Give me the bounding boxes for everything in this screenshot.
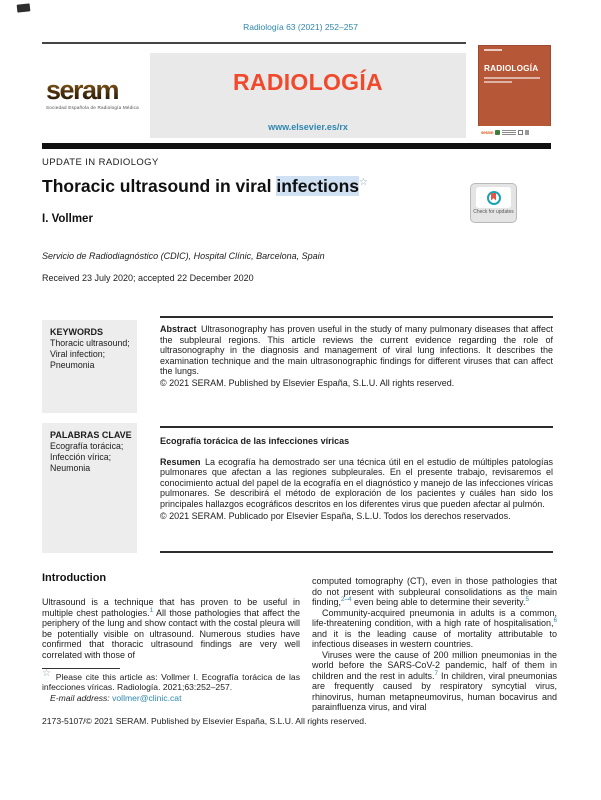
received-accepted-dates: Received 23 July 2020; accepted 22 December 2020	[42, 273, 254, 283]
text-segment: In children, viral pneumonias are frequently caused by respiratory syncytial virus, rhinovirus, human metapneumovirus, human bocavirus and parainfluenza virus, and viral	[312, 670, 558, 712]
text-segment: E-mail address:	[50, 692, 110, 703]
text-segment: infections	[276, 176, 360, 196]
body-paragraph	[42, 597, 300, 660]
keywords-box-en	[42, 320, 137, 413]
seram-logo	[46, 77, 139, 111]
text-segment: La ecografía ha demostrado ser una técnica útil en el estudio de múltiples patologías pulmonares que afectan a las regiones subpleurales. En el presente trabajo, revisaremos el conocimiento actual del papel de la ecografía en el diagnóstico y manejo de las infecciones víricas pulmonares. Se describirá el método de exploración de los pacientes y cuáles han sido los principales hallazgos ecográficos descritos en los diferentes virus que pueden afectar al pulmón.	[160, 456, 553, 509]
text-segment: Community-acquired pneumonia in adults is a common, life-threatening condition, with a high rate of hospitalisation,	[312, 607, 557, 628]
text-segment: Ultrasound is a technique that has proven to be useful in multiple chest pathologies.	[42, 597, 300, 618]
email-link[interactable]: vollmer@clinic.cat	[112, 692, 182, 703]
text-segment: All those pathologies that affect the periphery of the lung and show contact with the costal pleura will be potentially visible on ultrasound. Numerous studies have confirmed that thoracic ultrasound findings are very well correlated with those of	[42, 607, 301, 660]
abstract-top-rule	[160, 316, 553, 318]
text-segment: Thoracic ultrasound in viral	[42, 176, 277, 196]
text-segment: Please cite this article as: Vollmer I. Ecografía torácica de las infecciones víricas. Radiología. 2021;63:252–257.	[42, 672, 301, 693]
journal-banner	[150, 53, 466, 138]
reference-superscript[interactable]: 5	[525, 596, 529, 603]
reference-superscript[interactable]: 6	[553, 617, 557, 624]
article-section-label: UPDATE IN RADIOLOGY	[42, 157, 159, 168]
body-column-right	[312, 576, 557, 713]
reference-superscript[interactable]: 7	[434, 669, 439, 677]
author-name: I. Vollmer	[42, 213, 93, 225]
abstract-english	[160, 324, 553, 389]
keyword: Thoracic ultrasound;	[50, 338, 130, 348]
journal-title: RADIOLOGÍA	[233, 69, 383, 95]
cover-top-line	[484, 49, 502, 51]
spanish-title: Ecografía torácica de las infecciones víricas	[160, 436, 350, 446]
footnote-citation	[42, 668, 301, 693]
text-segment: Resumen	[160, 456, 201, 467]
abstract-text	[160, 324, 553, 377]
footnote-star-mark[interactable]: ☆	[359, 177, 368, 189]
abstract-spanish	[160, 436, 553, 521]
abstract-bottom-rule	[160, 551, 553, 553]
journal-citation: Radiología 63 (2021) 252–257	[243, 22, 358, 32]
cover-subtitle-line	[484, 81, 512, 83]
resumen-copyright: © 2021 SERAM. Publicado por Elsevier España, S.L.U. Todos los derechos reservados.	[160, 510, 511, 521]
cover-stamp-icon	[518, 130, 523, 135]
abstract-copyright: © 2021 SERAM. Published by Elsevier España, S.L.U. All rights reserved.	[160, 377, 455, 388]
journal-url-link[interactable]: www.elsevier.es/rx	[268, 122, 348, 132]
issn-copyright-line: 2173-5107/© 2021 SERAM. Published by Elsevier España, S.L.U. All rights reserved.	[42, 716, 367, 726]
keyword: Pneumonia	[50, 360, 95, 370]
cover-title: RADIOLOGÍA	[484, 64, 539, 73]
cover-subtitle-line	[484, 77, 540, 79]
body-paragraph	[312, 608, 557, 650]
seram-logo-wordmark: seram	[46, 77, 139, 104]
text-segment: even being able to determine their severity.	[351, 597, 526, 607]
cover-text-lines	[502, 130, 516, 135]
cover-publisher-icon	[495, 130, 500, 135]
body-paragraph	[312, 576, 557, 608]
footnote-divider	[42, 668, 120, 669]
text-segment: and it is the leading cause of mortality attributable to infectious diseases in western countries.	[312, 628, 557, 649]
crossmark-icon-box	[476, 187, 511, 208]
cover-footer-band	[478, 126, 551, 138]
cover-mark-icon	[525, 130, 529, 135]
palabras-clave-title: PALABRAS CLAVE	[50, 430, 132, 440]
body-paragraph	[312, 650, 557, 713]
footnote	[42, 668, 301, 703]
header-thick-rule	[42, 143, 551, 149]
resumen-text	[160, 457, 553, 510]
reference-superscript[interactable]: 1	[149, 606, 154, 614]
footnote-star-mark[interactable]: ☆	[42, 668, 53, 680]
footnote-email	[42, 693, 300, 703]
reference-superscript[interactable]: 2–4	[341, 596, 352, 603]
keyword: Neumonia	[50, 463, 91, 473]
scan-artifact	[17, 3, 31, 12]
keywords-title: KEYWORDS	[50, 327, 104, 337]
check-for-updates-badge[interactable]	[470, 183, 517, 223]
keyword: Viral infection;	[50, 349, 106, 359]
bookmark-icon	[491, 193, 496, 201]
body-column-left	[42, 597, 300, 660]
introduction-heading: Introduction	[42, 572, 107, 584]
seram-logo-tagline: Sociedad Española de Radiología Médica	[46, 105, 139, 110]
keyword: Ecografía torácica;	[50, 441, 124, 451]
author-affiliation: Servicio de Radiodiagnóstico (CDIC), Hospital Clínic, Barcelona, Spain	[42, 251, 325, 261]
article-title	[42, 176, 368, 197]
text-segment: Abstract	[160, 324, 197, 334]
check-for-updates-label: Check for updates	[473, 209, 514, 215]
abstract-middle-rule	[160, 426, 553, 428]
keyword: Infección vírica;	[50, 452, 112, 462]
crossmark-icon	[487, 191, 501, 205]
text-segment: Viruses were the cause of 200 million pneumonias in the world before the SARS-CoV-2 pandemic, half of them in children and the rest in adults.	[312, 649, 557, 681]
journal-cover-thumbnail	[478, 45, 551, 138]
header-divider	[42, 42, 466, 44]
text-segment: computed tomography (CT), even in those pathologies that do not present with subpleural consolidations as the main finding,	[312, 576, 557, 607]
cover-seram-logo: seram	[481, 129, 494, 135]
text-segment: Ultrasonography has proven useful in the study of many pulmonary diseases that affect the subpleural regions. This article reviews the current evidence regarding the role of ultrasonography in the diagnosis and management of viral lung infections. It describes the examination technique and the main ultrasonographic findings for different viruses that can affect the lungs.	[160, 324, 553, 377]
keywords-box-es	[42, 423, 137, 553]
